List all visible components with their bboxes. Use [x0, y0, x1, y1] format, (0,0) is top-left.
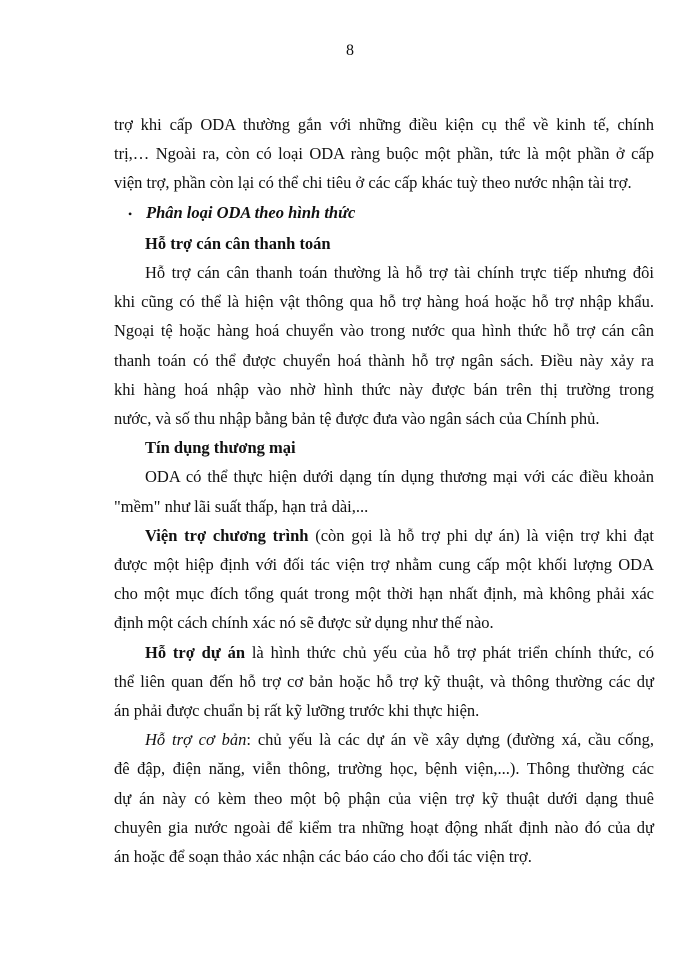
section-heading-text: Hỗ trợ cán cân thanh toán	[145, 233, 331, 253]
paragraph-line: trợ khi cấp ODA thường gắn với những điều kiện cụ thể về kinh tế, chính	[114, 115, 654, 134]
paragraph-line	[114, 725, 654, 754]
bullet-heading-text: Phân loại ODA theo hình thức	[146, 202, 356, 222]
term-bold: Hỗ trợ dự án	[145, 642, 246, 662]
section-heading-text: Tín dụng thương mại	[145, 438, 296, 458]
document-body	[114, 110, 654, 871]
paragraph-line: nước, và số thu nhập bằng bản tệ được đưa vào ngân sách của Chính phủ.	[114, 409, 600, 429]
paragraph-line: khi hàng hoá nhập vào nhờ hình thức này được bán trên thị trường trong	[114, 379, 654, 399]
paragraph-line: chuyên gia nước ngoài để kiểm tra những hoạt động nhất định nào đó của dự	[114, 817, 654, 837]
paragraph-line: Hỗ trợ cán cân thanh toán thường là hỗ trợ tài chính trực tiếp nhưng đôi	[145, 263, 654, 283]
paragraph-line: cho một mục đích tổng quát trong một thời hạn nhất định, mà không phải xác	[114, 584, 654, 604]
paragraph-line: viện trợ, phần còn lại có thể chi tiêu ở các cấp khác tuỳ theo nước nhận tài trợ.	[114, 173, 632, 193]
paragraph-line: được một hiệp định với đối tác viện trợ nhằm cung cấp một khối lượng ODA	[114, 555, 654, 575]
bullet-icon: •	[128, 206, 133, 221]
paragraph-text: (còn gọi là hỗ trợ phi dự án) là viện trợ khi đạt	[308, 525, 655, 545]
paragraph-line: thanh toán có thể được chuyển hoá thành hỗ trợ ngân sách. Điều này xảy ra	[114, 350, 654, 370]
paragraph-text: là hình thức chủ yếu của hỗ trợ phát triển chính thức, có	[245, 642, 654, 662]
section-heading	[114, 433, 654, 462]
paragraph-text: : chủ yếu là các dự án về xây dựng (đường xá, cầu cống,	[246, 730, 654, 750]
term-italic: Hỗ trợ cơ bản	[145, 730, 247, 750]
paragraph-line	[114, 638, 654, 667]
paragraph-line	[114, 521, 654, 550]
paragraph-line: ODA có thể thực hiện dưới dạng tín dụng thương mại với các điều khoản	[145, 467, 654, 487]
paragraph-line: án phải được chuẩn bị rất kỹ lưỡng trước khi thực hiện.	[114, 701, 480, 721]
paragraph-line: định một cách chính xác nó sẽ được sử dụng như thế nào.	[114, 613, 494, 633]
paragraph-line: thể liên quan đến hỗ trợ cơ bản hoặc hỗ trợ kỹ thuật, và thông thường các dự	[114, 671, 654, 691]
section-heading	[114, 229, 654, 258]
bullet-heading	[128, 198, 654, 229]
paragraph-line: trị,… Ngoài ra, còn có loại ODA ràng buộc một phần, tức là một phần ở cấp	[114, 144, 654, 164]
paragraph-line: dự án này có kèm theo một bộ phận của viện trợ kỹ thuật dưới dạng thuê	[114, 788, 654, 808]
paragraph-line: án hoặc để soạn thảo xác nhận các báo cáo cho đối tác viện trợ.	[114, 847, 532, 867]
term-bold: Viện trợ chương trình	[145, 525, 309, 545]
paragraph-line: đê đập, điện năng, viễn thông, trường học, bệnh viện,...). Thông thường các	[114, 759, 654, 779]
paragraph-line: "mềm" như lãi suất thấp, hạn trả dài,...	[114, 496, 369, 516]
paragraph-line: khi cũng có thể là hiện vật thông qua hỗ trợ hàng hoá hoặc hỗ trợ nhập khẩu.	[114, 292, 654, 312]
page-number: 8	[346, 42, 354, 59]
paragraph-line: Ngoại tệ hoặc hàng hoá chuyển vào trong nước qua hình thức hỗ trợ cán cân	[114, 321, 654, 341]
